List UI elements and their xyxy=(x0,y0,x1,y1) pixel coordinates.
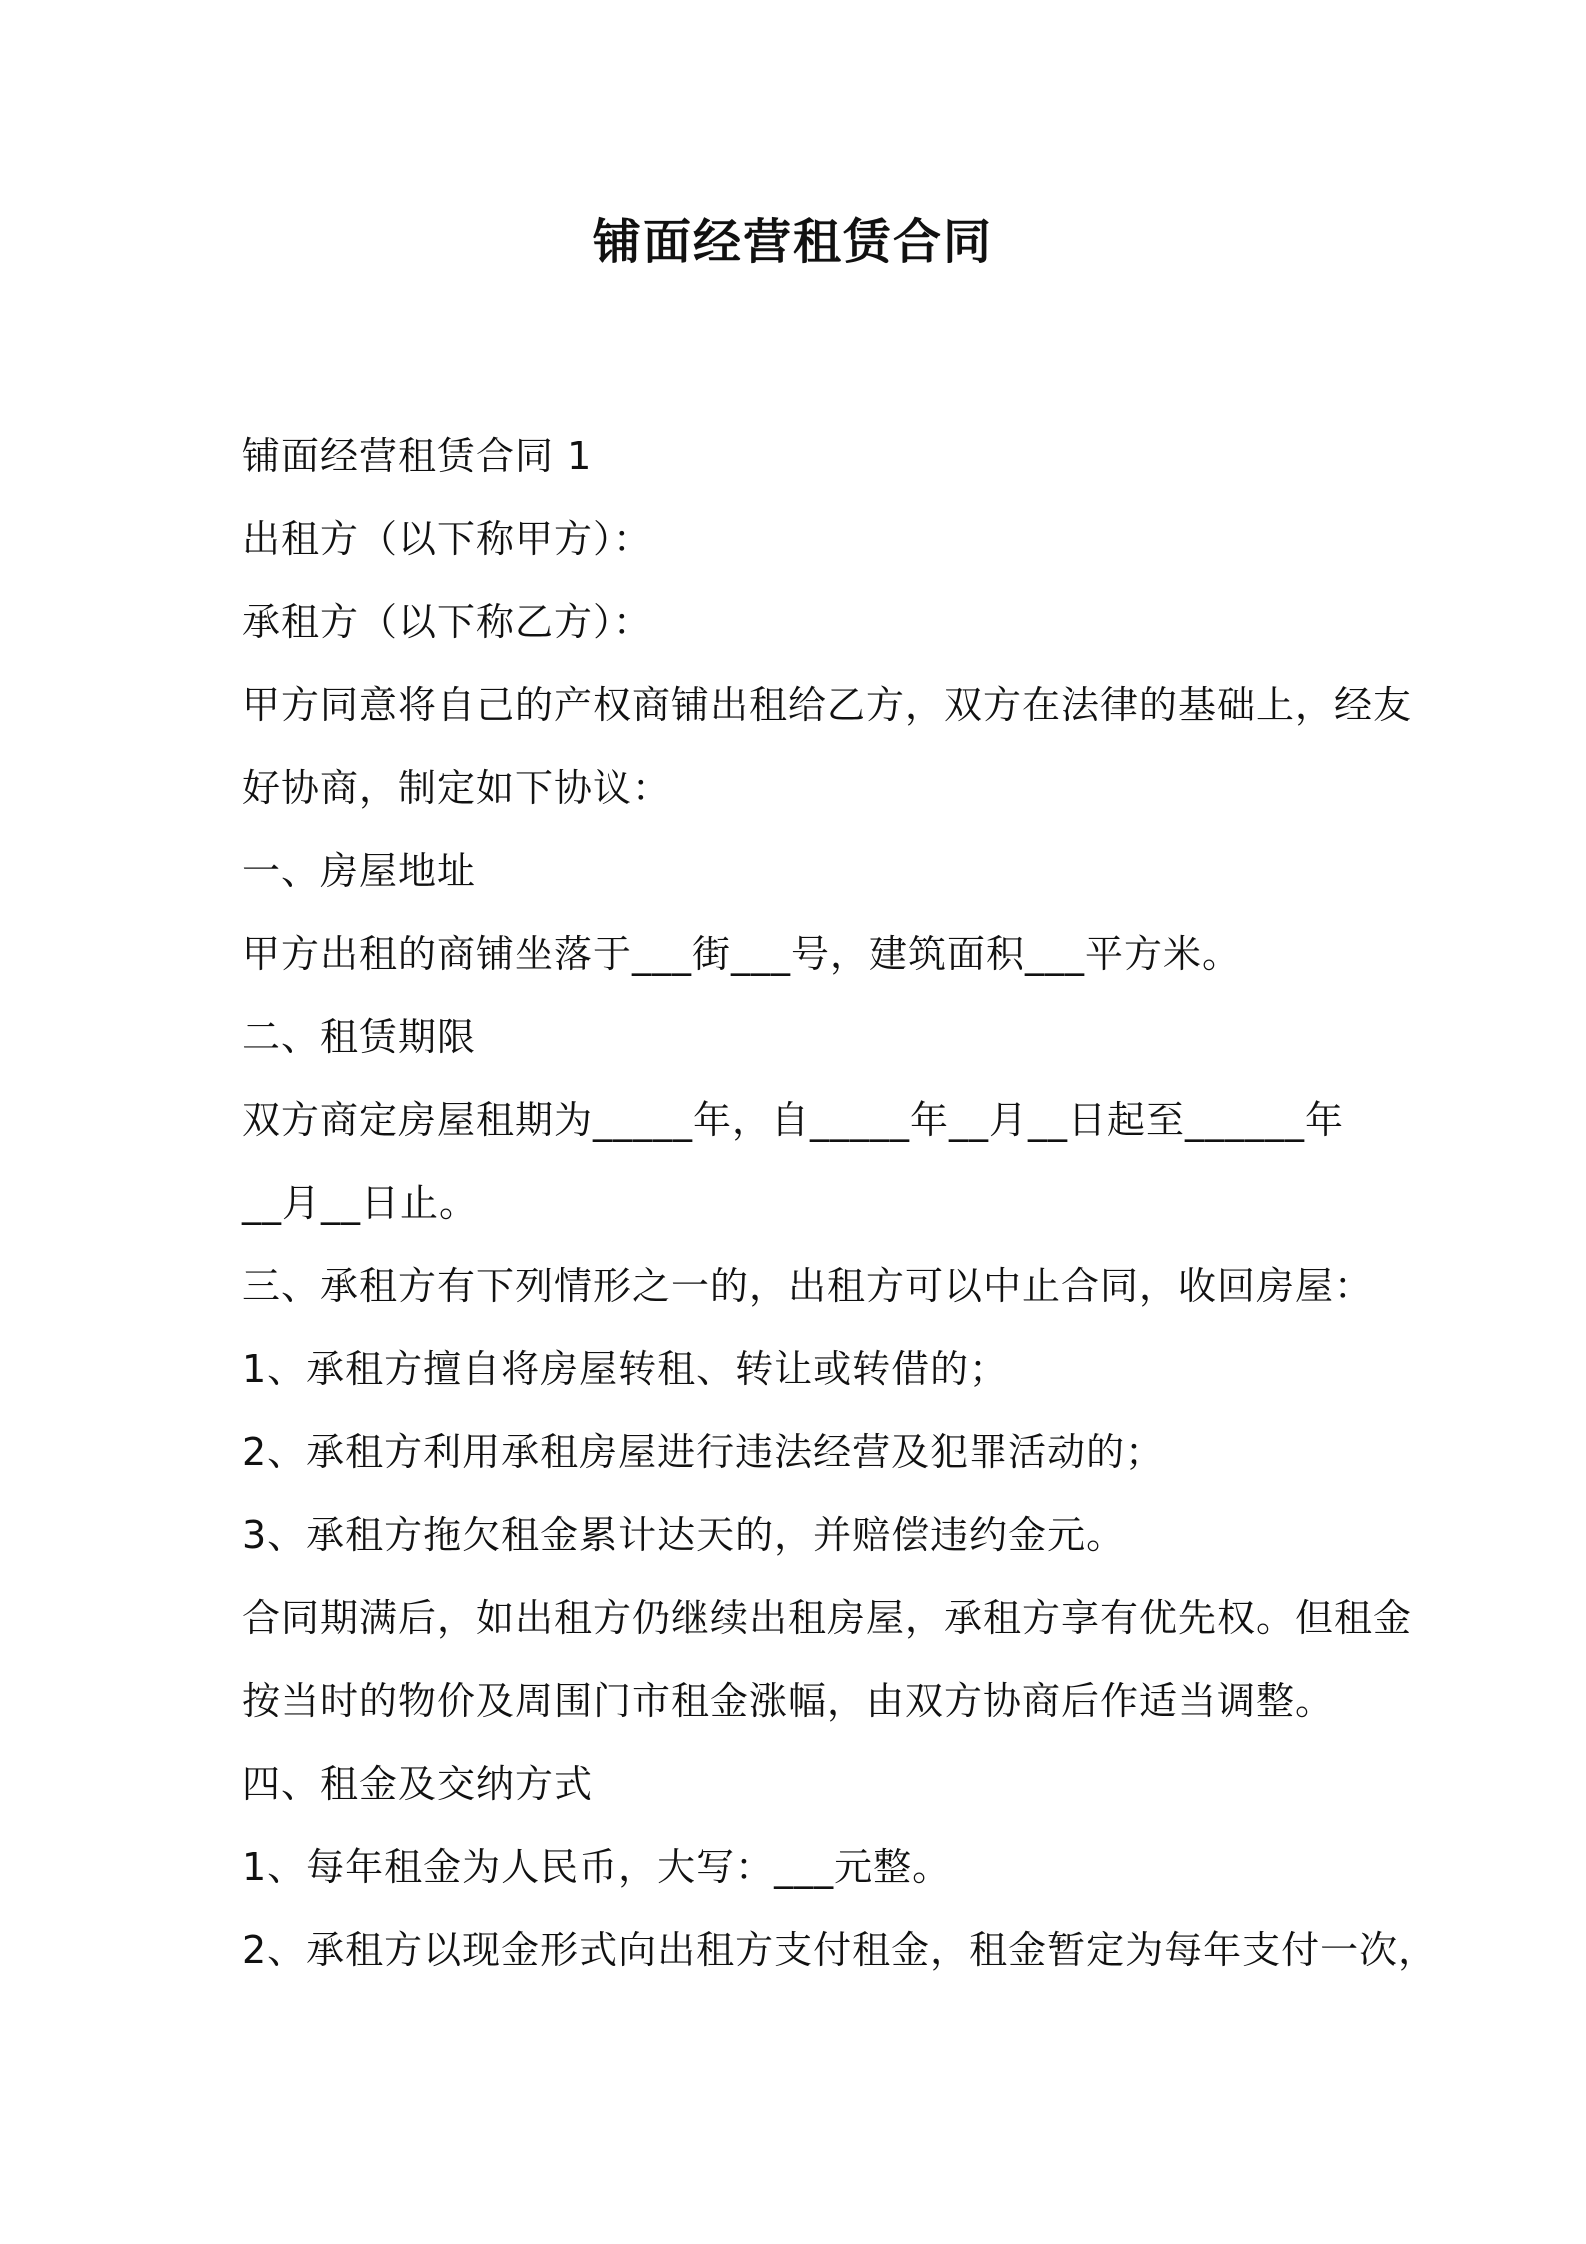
section-heading-termination: 三、承租方有下列情形之一的，出租方可以中止合同，收回房屋： xyxy=(242,1264,1374,1308)
rent-item-2: 2、承租方以现金形式向出租方支付租金，租金暂定为每年支付一次， xyxy=(242,1928,1438,1972)
section-heading-term: 二、租赁期限 xyxy=(242,1015,477,1059)
lessor-line: 出租方（以下称甲方）： xyxy=(242,517,653,561)
termination-item-3: 3、承租方拖欠租金累计达天的，并赔偿违约金元。 xyxy=(242,1513,1126,1557)
document-title: 铺面经营租赁合同 xyxy=(592,214,993,270)
term-line-1: 双方商定房屋租期为_____年，自_____年__月__日起至______年 xyxy=(242,1098,1345,1142)
document-body xyxy=(242,415,1438,1992)
renewal-line-1: 合同期满后，如出租方仍继续出租房屋，承租方享有优先权。但租金 xyxy=(242,1596,1413,1640)
intro-line-1: 甲方同意将自己的产权商铺出租给乙方，双方在法律的基础上，经友 xyxy=(242,683,1413,727)
address-line: 甲方出租的商铺坐落于___街___号，建筑面积___平方米。 xyxy=(242,932,1242,976)
subtitle-line: 铺面经营租赁合同 1 xyxy=(242,434,593,478)
termination-item-1: 1、承租方擅自将房屋转租、转让或转借的； xyxy=(242,1347,1009,1391)
lessee-line: 承租方（以下称乙方）： xyxy=(242,600,653,644)
section-heading-address: 一、房屋地址 xyxy=(242,849,477,893)
intro-line-2: 好协商，制定如下协议： xyxy=(242,766,672,810)
rent-item-1: 1、每年租金为人民币，大写：___元整。 xyxy=(242,1845,952,1889)
section-heading-rent: 四、租金及交纳方式 xyxy=(242,1762,594,1806)
term-line-2: __月__日止。 xyxy=(242,1181,479,1225)
termination-item-2: 2、承租方利用承租房屋进行违法经营及犯罪活动的； xyxy=(242,1430,1165,1474)
renewal-line-2: 按当时的物价及周围门市租金涨幅，由双方协商后作适当调整。 xyxy=(242,1679,1335,1723)
